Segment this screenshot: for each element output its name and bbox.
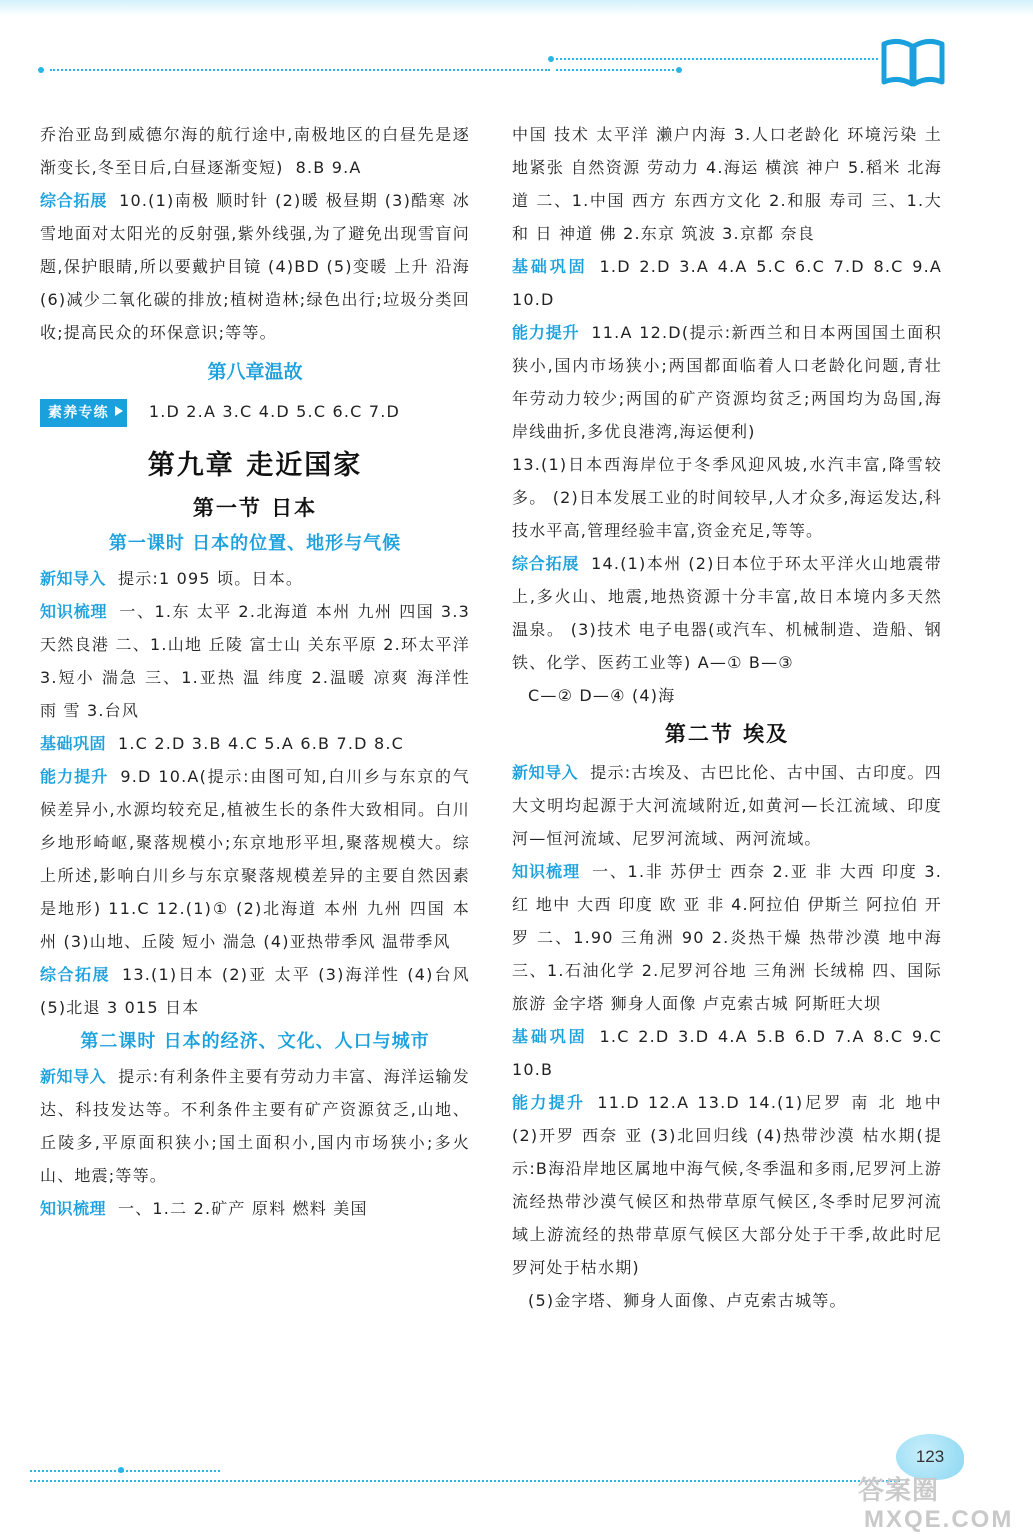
answer-paragraph bbox=[512, 547, 942, 679]
footer-dot bbox=[118, 1467, 124, 1473]
label-basic-consolidation: 基础巩固 bbox=[512, 257, 588, 276]
answer-paragraph bbox=[40, 118, 470, 184]
page-number: 123 bbox=[915, 1447, 945, 1466]
answer-text: C—② D—④ (4)海 bbox=[528, 686, 676, 705]
footer-dotted-line-long bbox=[30, 1480, 900, 1482]
top-color-band bbox=[0, 0, 1033, 16]
answer-text: 中国 技术 太平洋 濑户内海 3.人口老龄化 环境污染 土地紧张 自然资源 劳动力 4.海运 横滨 神户 5.稻米 北海道 二、1.中国 西方 东西方文化 2.和服 寿司 三、1.大和 日 神道 佛 2.东京 筑波 3.京都 奈良 bbox=[512, 125, 942, 243]
answer-paragraph bbox=[40, 595, 470, 727]
label-knowledge-review: 知识梳理 bbox=[40, 1199, 107, 1218]
section-title: 第一节 日本 bbox=[192, 496, 318, 520]
label-new-knowledge: 新知导入 bbox=[40, 569, 107, 588]
chapter-title: 第九章 走近国家 bbox=[147, 450, 363, 481]
answer-paragraph bbox=[512, 250, 942, 316]
watermark-text: 答案圈 bbox=[858, 1476, 940, 1506]
answer-paragraph bbox=[40, 760, 470, 958]
answer-paragraph bbox=[512, 1020, 942, 1086]
answer-text: 13.(1)日本西海岸位于冬季风迎风坡,水汽丰富,降雪较多。 (2)日本发展工业的时间较早,人才众多,海运发达,科技水平高,管理经验丰富,资金充足,等等。 bbox=[512, 455, 942, 540]
answer-text: 11.A 12.D(提示:新西兰和日本两国国土面积狭小,国内市场狭小;两国都面临着人口老龄化问题,青壮年劳动力较少;两国的矿产资源均贫乏;两国均为岛国,海岸线曲折,多优良港湾,海运便利) bbox=[512, 323, 942, 441]
header-dotted-line bbox=[50, 69, 550, 71]
answer-paragraph bbox=[40, 562, 470, 595]
chapter-review-title: 第八章温故 bbox=[207, 361, 303, 383]
label-knowledge-review: 知识梳理 bbox=[512, 862, 581, 881]
label-comprehensive-extension: 综合拓展 bbox=[40, 965, 110, 984]
label-ability-improvement: 能力提升 bbox=[40, 767, 109, 786]
answer-text: 10.(1)南极 顺时针 (2)暖 极昼期 (3)酷寒 冰雪地面对太阳光的反射强,紫外线强,为了避免出现雪盲问题,保护眼睛,所以要戴护目镜 (4)BD (5)变暖 上升 沿海 (6)减少二氧化碳的排放;植树造林;绿色出行;垃圾分类回收;提高民众的环保意识;等等。 bbox=[40, 191, 470, 342]
answer-paragraph bbox=[40, 395, 470, 428]
answer-paragraph bbox=[512, 118, 942, 250]
label-new-knowledge: 新知导入 bbox=[40, 1067, 107, 1086]
label-basic-consolidation: 基础巩固 bbox=[512, 1027, 588, 1046]
left-column bbox=[40, 118, 470, 1225]
answer-paragraph bbox=[512, 316, 942, 448]
label-new-knowledge: 新知导入 bbox=[512, 763, 579, 782]
answer-text: 1.D 2.A 3.C 4.D 5.C 6.C 7.D bbox=[148, 402, 401, 421]
answer-text: 一、1.非 苏伊士 西奈 2.亚 非 大西 印度 3.红 地中 大西 印度 欧 亚 非 4.阿拉伯 伊斯兰 阿拉伯 开罗 二、1.90 三角洲 90 2.炎热干燥 热带沙漠 地中海 三、1.石油化学 2.尼罗河谷地 三角洲 长绒棉 四、国际旅游 金字塔 狮身人面像 卢克索古城 阿斯旺大坝 bbox=[512, 862, 942, 1013]
answer-text: 提示:1 095 顷。日本。 bbox=[118, 569, 304, 588]
answer-text: 乔治亚岛到威德尔海的航行途中,南极地区的白昼先是逐渐变长,冬至日后,白昼逐渐变短) bbox=[40, 125, 470, 177]
answer-text: 14.(1)本州 (2)日本位于环太平洋火山地震带上,多火山、地震,地热资源十分丰富,故日本境内多天然温泉。 (3)技术 电子电器(或汽车、机械制造、造船、钢铁、化学、医药工业等) A—① B—③ bbox=[512, 554, 942, 672]
answer-paragraph bbox=[512, 756, 942, 855]
answer-paragraph bbox=[512, 679, 942, 712]
footer-dotted-line bbox=[30, 1470, 220, 1472]
label-knowledge-review: 知识梳理 bbox=[40, 602, 108, 621]
label-ability-improvement: 能力提升 bbox=[512, 323, 580, 342]
book-icon bbox=[880, 34, 946, 88]
answer-paragraph bbox=[40, 958, 470, 1024]
answer-text: 1.D 2.D 3.A 4.A 5.C 6.C 7.D 8.C 9.A 10.D bbox=[512, 257, 942, 309]
lesson-title: 第二课时 日本的经济、文化、人口与城市 bbox=[80, 1031, 430, 1052]
label-comprehensive-extension: 综合拓展 bbox=[512, 554, 580, 573]
answer-paragraph bbox=[512, 1284, 942, 1317]
answer-text: 1.C 2.D 3.D 4.A 5.B 6.D 7.A 8.C 9.C 10.B bbox=[512, 1027, 942, 1079]
header-dotted-line-lower bbox=[556, 69, 678, 71]
answer-text: 提示:古埃及、古巴比伦、古中国、古印度。四大文明均起源于大河流域附近,如黄河—长江流域、印度河—恒河流域、尼罗河流域、两河流域。 bbox=[512, 763, 942, 848]
header-dotted-line-upper bbox=[556, 58, 878, 60]
header-dot-left bbox=[38, 67, 44, 73]
section-title: 第二节 埃及 bbox=[664, 722, 790, 746]
answer-text: 9.D 10.A(提示:由图可知,白川乡与东京的气候差异小,水源均较充足,植被生长的条件大致相同。白川乡地形崎岖,聚落规模小;东京地形平坦,聚落规模大。综上所述,影响白川乡与东京聚落规模差异的主要自然因素是地形) 11.C 12.(1)① (2)北海道 本州 九州 四国 本州 (3)山地、丘陵 短小 湍急 (4)亚热带季风 温带季风 bbox=[40, 767, 470, 951]
answer-paragraph bbox=[40, 727, 470, 760]
right-column bbox=[512, 118, 942, 1317]
answer-paragraph bbox=[40, 1192, 470, 1225]
label-ability-improvement: 能力提升 bbox=[512, 1093, 586, 1112]
lesson-title: 第一课时 日本的位置、地形与气候 bbox=[108, 533, 402, 554]
answer-text: 1.C 2.D 3.B 4.C 5.A 6.B 7.D 8.C bbox=[118, 734, 404, 753]
answer-text: 8.B 9.A bbox=[295, 158, 362, 177]
label-comprehensive-extension: 综合拓展 bbox=[40, 191, 108, 210]
literacy-practice-tag: 素养专练 bbox=[40, 399, 127, 427]
header-dot-right bbox=[676, 67, 682, 73]
header-dot-mid bbox=[548, 56, 554, 62]
answer-text: 11.D 12.A 13.D 14.(1)尼罗 南 北 地中 (2)开罗 西奈 亚 (3)北回归线 (4)热带沙漠 枯水期(提示:B海沿岸地区属地中海气候,冬季温和多雨,尼罗河上游流经热带沙漠气候区和热带草原气候区,冬季时尼罗河流域上游流经的热带草原气候区大部分处于干季,故此时尼罗河处于枯水期) bbox=[512, 1093, 942, 1277]
answer-paragraph bbox=[512, 448, 942, 547]
answer-text: 提示:有利条件主要有劳动力丰富、海洋运输发达、科技发达等。不利条件主要有矿产资源贫乏,山地、丘陵多,平原面积狭小;国土面积小,国内市场狭小;多火山、地震;等等。 bbox=[40, 1067, 470, 1185]
answer-text: 13.(1)日本 (2)亚 太平 (3)海洋性 (4)台风 (5)北退 3 015 日本 bbox=[40, 965, 470, 1017]
answer-paragraph bbox=[40, 184, 470, 349]
answer-text: (5)金字塔、狮身人面像、卢克索古城等。 bbox=[528, 1291, 847, 1310]
label-basic-consolidation: 基础巩固 bbox=[40, 734, 107, 753]
watermark-url: MXQE.COM bbox=[864, 1506, 1014, 1533]
answer-paragraph bbox=[512, 1086, 942, 1284]
answer-text: 一、1.二 2.矿产 原料 燃料 美国 bbox=[118, 1199, 368, 1218]
answer-text: 一、1.东 太平 2.北海道 本州 九州 四国 3.3 天然良港 二、1.山地 丘陵 富士山 关东平原 2.环太平洋 3.短小 湍急 三、1.亚热 温 纬度 2.温暖 凉爽 海洋性 雨 雪 3.台风 bbox=[40, 602, 470, 720]
answer-paragraph bbox=[40, 1060, 470, 1192]
answer-paragraph bbox=[512, 855, 942, 1020]
